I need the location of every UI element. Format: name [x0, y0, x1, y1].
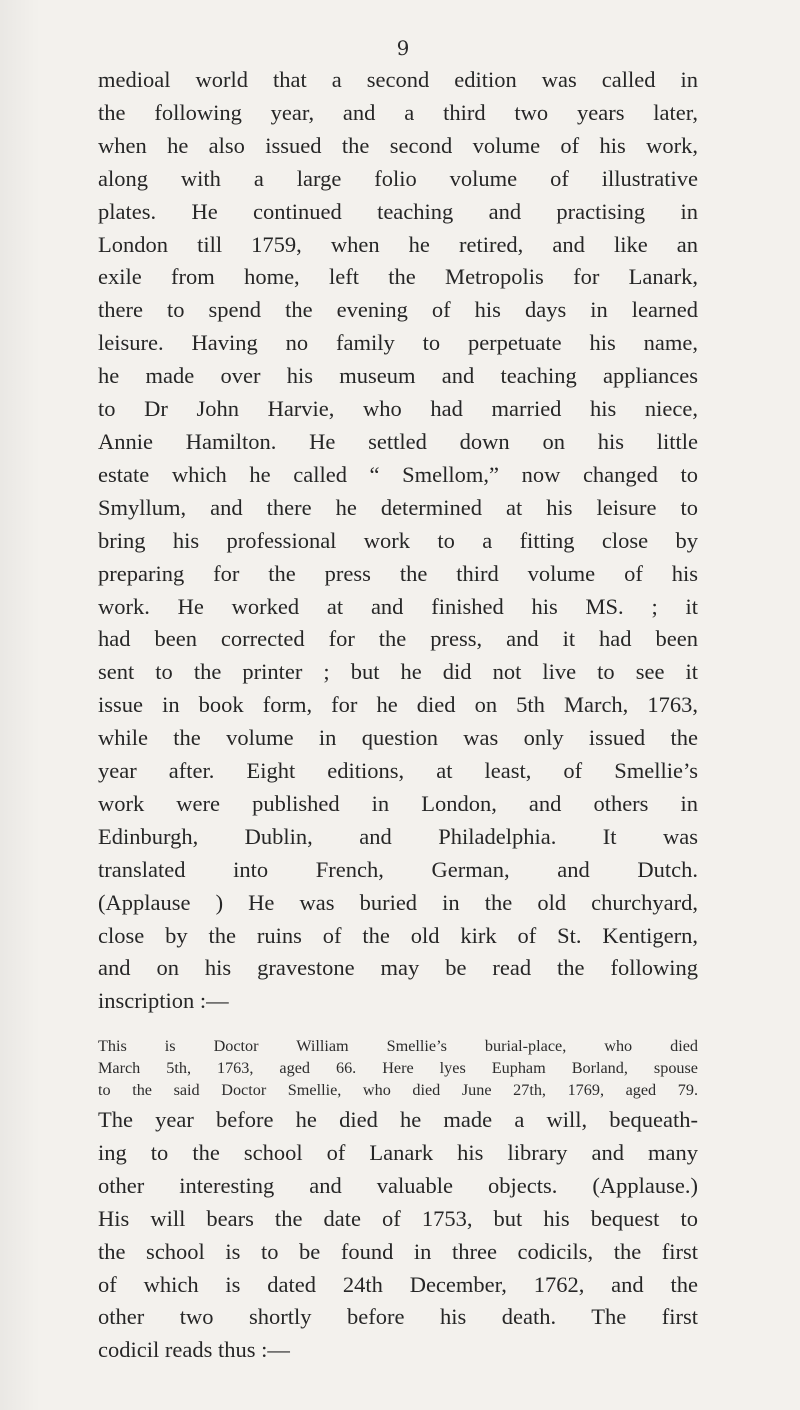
gravestone-inscription — [98, 1035, 698, 1101]
text-line: medioal world that a second edition was called in — [98, 67, 698, 92]
text-line: to Dr John Harvie, who had married his niece, — [98, 396, 698, 422]
text-line: along with a large folio volume of illustrative — [98, 165, 698, 191]
text-line: preparing for the press the third volume of his — [98, 560, 698, 586]
text-line: the following year, and a third two years later, — [98, 99, 698, 125]
text-line: and on his gravestone may be read the following — [98, 955, 698, 981]
text-line: plates. He continued teaching and practising in — [98, 198, 698, 224]
text-line: Annie Hamilton. He settled down on his little — [98, 428, 698, 454]
text-line: The year before he died he made a will, bequeath- — [98, 1107, 698, 1132]
text-line: had been corrected for the press, and it had been — [98, 626, 698, 652]
text-line: other interesting and valuable objects. (Applause.) — [98, 1172, 698, 1198]
text-line: His will bears the date of 1753, but his bequest to — [98, 1205, 698, 1231]
text-line: work were published in London, and others in — [98, 790, 698, 816]
text-line: there to spend the evening of his days in learned — [98, 297, 698, 323]
text-line: estate which he called “ Smellom,” now changed to — [98, 461, 698, 487]
text-line: exile from home, left the Metropolis for Lanark, — [98, 264, 698, 290]
text-line: issue in book form, for he died on 5th March, 1763, — [98, 692, 698, 718]
text-line: of which is dated 24th December, 1762, and the — [98, 1271, 698, 1297]
text-line: work. He worked at and finished his MS. ; it — [98, 593, 698, 619]
text-line: Smyllum, and there he determined at his leisure to — [98, 494, 698, 520]
paragraph-will — [98, 1104, 698, 1367]
text-line: translated into French, German, and Dutch. — [98, 856, 698, 882]
text-line: when he also issued the second volume of his work, — [98, 132, 698, 158]
text-line: ing to the school of Lanark his library and many — [98, 1139, 698, 1165]
text-line: he made over his museum and teaching appliances — [98, 363, 698, 389]
text-line: year after. Eight editions, at least, of Smellie’s — [98, 758, 698, 784]
text-line: March 5th, 1763, aged 66. Here lyes Eupham Borland, spouse — [98, 1059, 698, 1077]
text-line: leisure. Having no family to perpetuate his name, — [98, 330, 698, 356]
text-line: London till 1759, when he retired, and like an — [98, 231, 698, 257]
page-number: 9 — [396, 36, 410, 60]
paragraph-main — [98, 64, 698, 1018]
text-line: (Applause ) He was buried in the old churchyard, — [98, 889, 698, 915]
text-line: bring his professional work to a fitting close by — [98, 527, 698, 553]
text-line: inscription :— — [98, 988, 229, 1014]
text-line: close by the ruins of the old kirk of St. Kentigern, — [98, 922, 698, 948]
text-line: to the said Doctor Smellie, who died June 27th, 1769, aged 79. — [98, 1081, 698, 1099]
text-line: the school is to be found in three codicils, the first — [98, 1238, 698, 1264]
text-line: This is Doctor William Smellie’s burial-place, who died — [98, 1037, 698, 1055]
text-line: sent to the printer ; but he did not live to see it — [98, 659, 698, 685]
text-line: other two shortly before his death. The first — [98, 1304, 698, 1330]
text-line: while the volume in question was only issued the — [98, 725, 698, 751]
text-line: Edinburgh, Dublin, and Philadelphia. It was — [98, 823, 698, 849]
text-line: codicil reads thus :— — [98, 1337, 290, 1363]
